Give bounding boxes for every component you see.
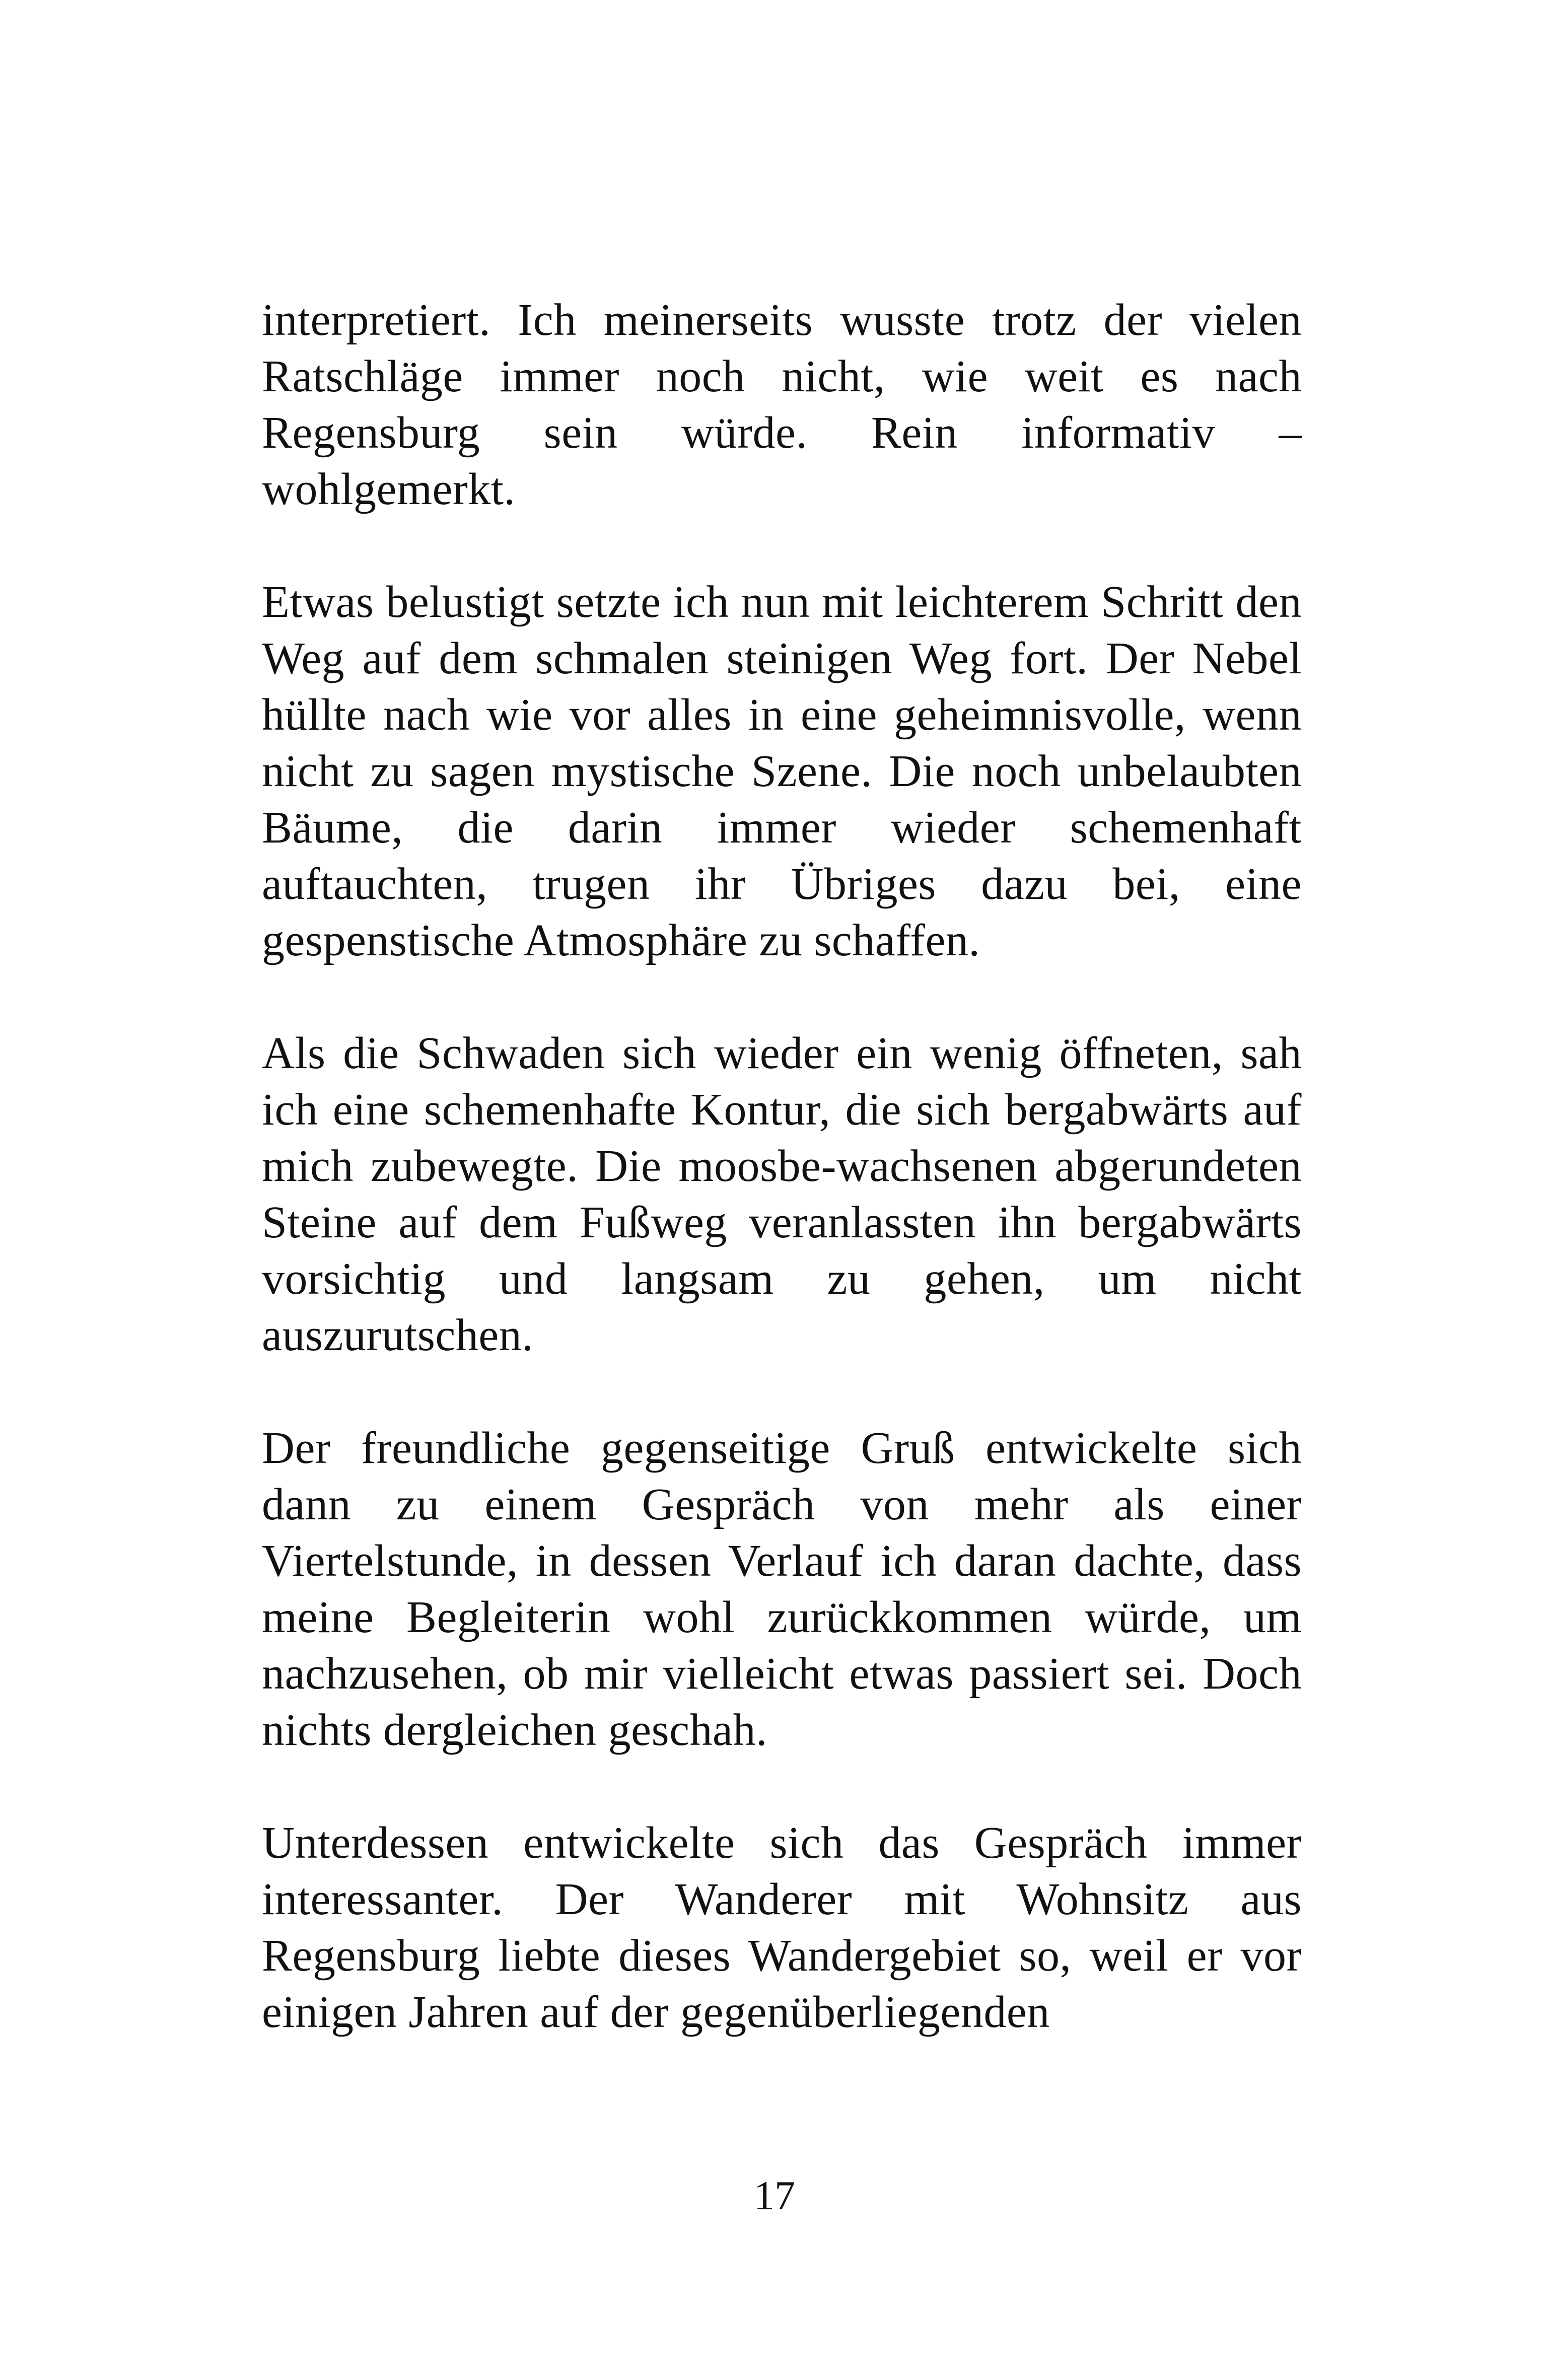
page-number: 17 xyxy=(754,2173,795,2218)
paragraph-3: Als die Schwaden sich wieder ein wenig öffneten, sah ich eine schemenhafte Kontur, die sich bergabwärts auf mich zubewegte. Die moosbe-wachsenen abgerundeten Steine auf dem Fußweg veranlassten ihn bergabwärts vorsichtig und langsam zu gehen, um nicht auszurutschen. xyxy=(262,1028,1302,1360)
paragraph-1: interpretiert. Ich meinerseits wusste trotz der vielen Ratschläge immer noch nicht, wie weit es nach Regensburg sein würde. Rein informativ – wohlgemerkt. xyxy=(262,295,1302,514)
paragraph-5: Unterdessen entwickelte sich das Gespräch immer interessanter. Der Wanderer mit Wohnsitz aus Regensburg liebte dieses Wandergebiet so, weil er vor einigen Jahren auf der gegenüberliegenden xyxy=(262,1818,1302,2037)
paragraph-4: Der freundliche gegenseitige Gruß entwickelte sich dann zu einem Gespräch von mehr als einer Viertelstunde, in dessen Verlauf ich daran dachte, dass meine Begleiterin wohl zurückkommen würde, um nachzusehen, ob mir vielleicht etwas passiert sei. Doch nichts dergleichen geschah. xyxy=(262,1423,1302,1755)
paragraph-2: Etwas belustigt setzte ich nun mit leichterem Schritt den Weg auf dem schmalen steinigen Weg fort. Der Nebel hüllte nach wie vor alles in eine geheimnisvolle, wenn nicht zu sagen mystische Szene. Die noch unbelaubten Bäume, die darin immer wieder schemenhaft auftauchten, trugen ihr Übriges dazu bei, eine gespenstische Atmosphäre zu schaffen. xyxy=(262,577,1302,965)
body-text xyxy=(262,292,1302,2097)
